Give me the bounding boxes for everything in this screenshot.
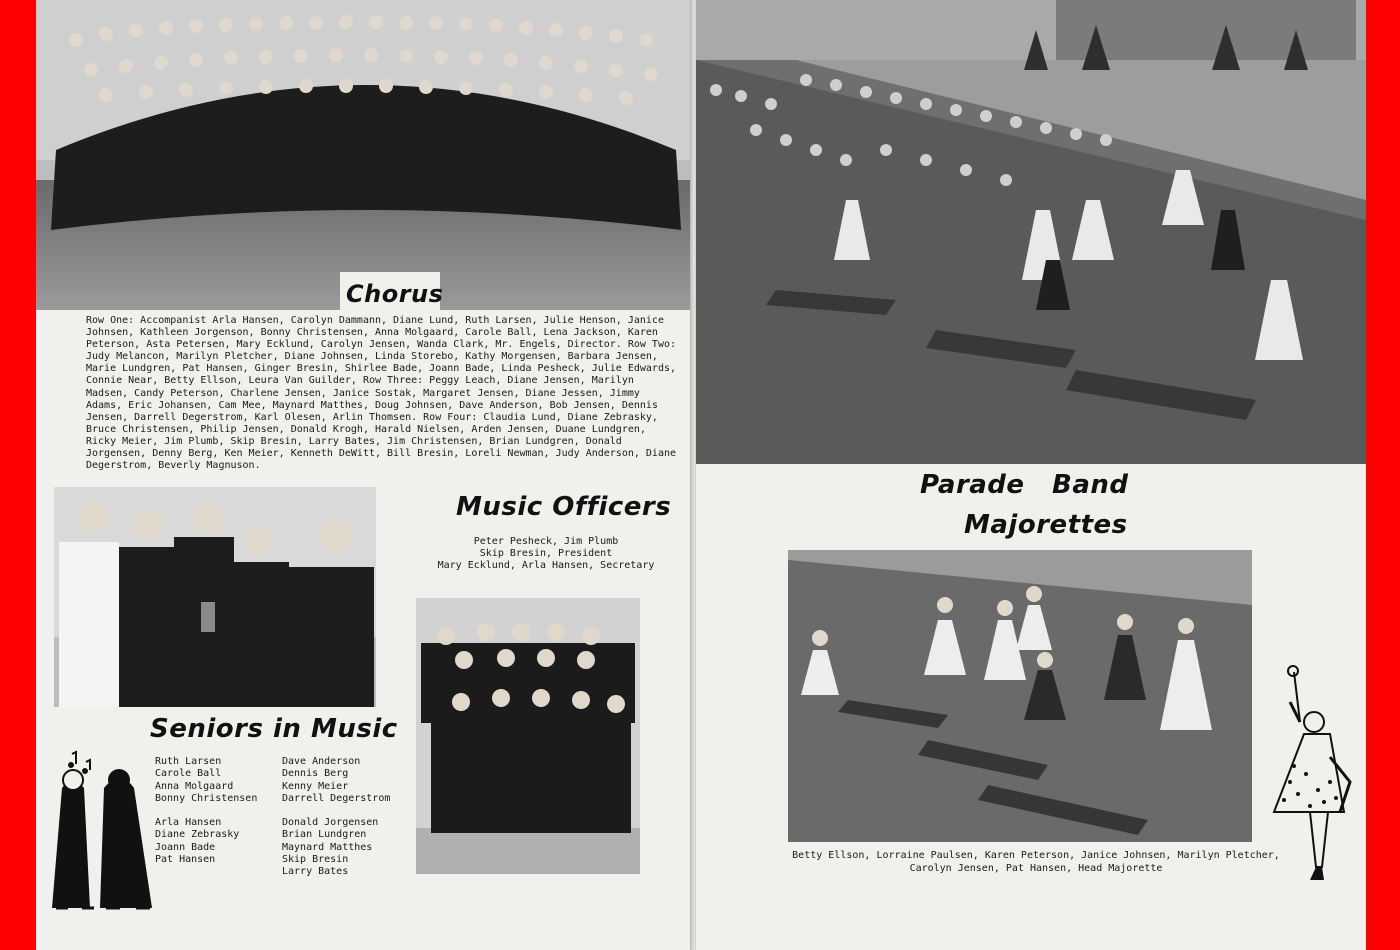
majorettes-caption [756,850,1316,875]
officer-line: Mary Ecklund, Arla Hansen, Secretary [437,560,655,572]
right-page [696,0,1366,950]
senior-name: Larry Bates [282,866,349,878]
senior-name: Darrell Degerstrom [282,792,391,804]
senior-name: Bonny Christensen [155,792,258,804]
senior-name: Skip Bresin [282,854,349,866]
senior-name: Diane Zebrasky [155,829,240,841]
seniors-col2 [282,756,390,879]
senior-name: Carole Ball [155,768,222,780]
senior-name: Kenny Meier [282,780,349,792]
senior-name: Anna Molgaard [155,780,234,792]
left-page [36,0,692,950]
senior-name: Ruth Larsen [155,756,222,767]
majorettes-title: Majorettes [964,510,1128,540]
music-officers-names [416,536,676,573]
chorus-caption: Row One: Accompanist Arla Hansen, Carolyn Dammann, Diane Lund, Ruth Larsen, Julie Henson, Janice Johnsen, Kathleen Jorgenson, Bonny Christensen, Anna Molgaard, Carole Ball, Lena Jackson, Karen Peterson, Asta Petersen, Mary Ecklund, Carolyn Jensen, Wanda Clark, Mr. Engels, Director. Row Two: Judy Melancon, Marilyn Pletcher, Diane Johnsen, Linda Storebo, Kathy Morgensen, Barbara Jensen, Marie Lundgren, Pat Hansen, Ginger Bresin, Shirlee Bade, Joann Bade, Linda Pesheck, Julie Edwards, Connie Near, Betty Ellson, Leura Van Guilder, Row Three: Peggy Leach, Diane Jensen, Marilyn Madsen, Candy Peterson, Charlene Jensen, Janice Sostak, Margaret Jensen, Diane Jessen, Jimmy Adams, Eric Johansen, Cam Mee, Maynard Matthes, Doug Johnsen, Dave Anderson, Bob Jensen, Dennis Jensen, Darrell Degerstrom, Karl Olesen, Arlin Thomsen. Row Four: Claudia Lund, Diane Zebrasky, Bruce Christensen, Philip Jensen, Donald Krogh, Harald Nielsen, Arden Jensen, Duane Lundgren, Ricky Meier, Jim Plumb, Skip Bresin, Larry Bates, Jim Christensen, Brian Lundgren, Donald Jorgensen, Denny Berg, Ken Meier, Kenneth DeWitt, Bill Bresin, Loreli Newman, Judy Anderson, Diane Degerstrom, Beverly Magnuson. [86,315,677,472]
majorettes-photo [788,550,1252,842]
seniors-col1 [155,756,257,866]
music-officers-title: Music Officers [456,492,672,522]
senior-name: Maynard Matthes [282,841,373,853]
parade-band-photo [696,0,1366,464]
singers-illustration-icon [42,748,168,918]
senior-name: Dave Anderson [282,756,361,767]
majorettes-caption-line: Carolyn Jensen, Pat Hansen, Head Majorette [909,862,1163,874]
music-officers-photo [416,598,640,874]
chorus-title: Chorus [346,280,444,308]
seniors-photo [54,487,376,707]
senior-name: Joann Bade [155,841,216,853]
chorus-photo [36,0,692,310]
senior-name: Brian Lundgren [282,829,367,841]
senior-name: Donald Jorgensen [282,817,379,829]
senior-name: Arla Hansen [155,817,222,829]
majorettes-caption-line: Betty Ellson, Lorraine Paulsen, Karen Peterson, Janice Johnsen, Marilyn Pletcher, [792,850,1280,861]
senior-name: Dennis Berg [282,768,349,780]
officer-line: Skip Bresin, President [479,548,613,560]
officer-line: Peter Pesheck, Jim Plumb [473,536,619,547]
senior-name: Pat Hansen [155,854,216,866]
parade-title: Parade [920,470,1025,500]
seniors-title: Seniors in Music [150,714,398,744]
band-title: Band [1052,470,1129,500]
